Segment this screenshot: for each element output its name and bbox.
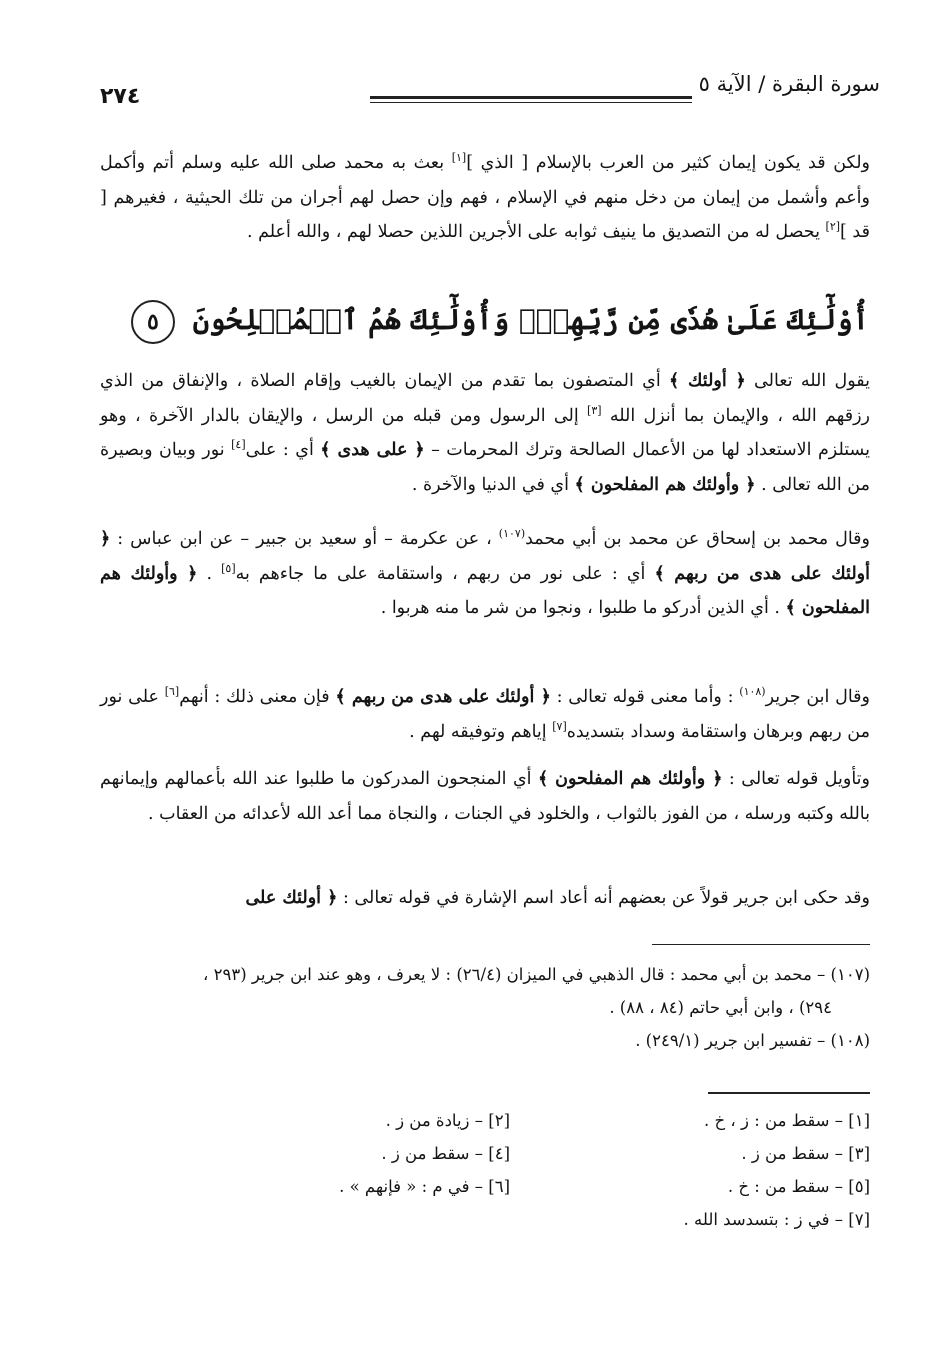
verse-text: أُوْلَٰٓئِكَ عَلَىٰ هُدٗى مِّن رَّبِّهِمۡۖ وَأُوْلَٰٓئِكَ هُمُ ٱلۡمُفۡلِحُونَ	[192, 303, 870, 336]
text-run: إياهم وتوفيقه لهم .	[409, 721, 553, 742]
text-run: وتأويل قوله تعالى :	[722, 769, 871, 789]
variant-note-3: [٣] – سقط من ز .	[741, 1144, 870, 1163]
footnote-107: (١٠٧) – محمد بن أبي محمد : قال الذهبي في الميزان (٢٦/٤) : لا يعرف ، وهو عند ابن جرير (٢٩٣ ،	[203, 965, 870, 984]
variant-ref: [٣]	[587, 403, 602, 417]
paragraph-4	[100, 680, 870, 749]
text-run: يحصل له من التصديق ما ينيف ثوابه على الأجرين اللذين حصلا لهم ، والله أعلم .	[246, 222, 826, 242]
quran-quote: ﴿ أولئك ﴾	[668, 371, 746, 391]
quran-quote: ﴿ وأولئك هم المفلحون ﴾	[574, 474, 756, 495]
text-run: ، عن عكرمة – أو سعيد بن جبير – عن ابن عباس :	[110, 529, 499, 549]
text-run: وقد حكى ابن جرير قولاً عن بعضهم أنه أعاد اسم الإشارة في قوله تعالى :	[337, 888, 870, 908]
header-rule	[370, 96, 692, 99]
text-run: بعث به محمد صلى الله عليه وسلم أتم وأكمل وأعم وأشمل من إيمان من دخل منهم في الإسلام ، فهم وإن حصل لهم أجران من تلك الحيثية ، فغيرهم [ قد ]	[100, 153, 870, 242]
variant-note-6: [٦] – في م : « فإنهم » .	[339, 1177, 510, 1196]
text-run: نور وبيان وبصيرة من الله تعالى .	[100, 440, 870, 495]
footnotes	[100, 958, 870, 1057]
variant-ref: [١]	[451, 151, 467, 165]
variant-ref: [٦]	[164, 685, 180, 699]
variant-note-4: [٤] – سقط من ز .	[381, 1144, 510, 1163]
quran-quote: ﴿ أولئك على هدى من ربهم ﴾	[100, 529, 870, 584]
text-run: وقال ابن جرير	[765, 687, 871, 707]
quran-quote: ﴿ أولئك على	[245, 888, 338, 908]
page-header	[100, 68, 880, 108]
text-run: أي : على	[245, 440, 321, 460]
text-run: فإن معنى ذلك : أنهم	[179, 687, 336, 707]
running-title: سورة البقرة / الآية ٥	[698, 72, 880, 96]
quran-verse	[130, 290, 870, 350]
verse-number-medallion: ٥	[131, 300, 175, 344]
variant-note-7: [٧] – في ز : بتسدسد الله .	[683, 1210, 870, 1229]
footnote-ref: (١٠٧)	[498, 527, 526, 541]
text-run: أي : على نور من ربهم ، واستقامة على ما جاءهم به	[235, 563, 655, 584]
text-run: على نور من ربهم وبرهان واستقامة وسداد بتسديده	[100, 687, 870, 742]
page-number: ٢٧٤	[100, 84, 141, 109]
manuscript-variants	[270, 1104, 870, 1244]
footnotes-rule	[652, 944, 870, 945]
quran-quote: ﴿ أولئك على هدى من ربهم ﴾	[335, 687, 551, 707]
text-run: إلى الرسول ومن قبله من الرسل ، والإيقان بالدار الآخرة ، وهو يستلزم الاستعداد لها من الأعمال الصالحة وترك المحرمات –	[100, 405, 871, 460]
variant-ref: [٥]	[221, 561, 236, 575]
paragraph-1	[100, 146, 870, 250]
quran-quote: ﴿ وأولئك هم المفلحون ﴾	[537, 769, 723, 789]
paragraph-3	[100, 522, 870, 626]
footnote-ref: (١٠٨)	[739, 685, 766, 699]
variant-note-1: [١] – سقط من : ز ، خ .	[704, 1111, 870, 1130]
quran-quote: ﴿ وأولئك هم المفلحون ﴾	[100, 563, 870, 618]
variant-ref: [٧]	[552, 719, 567, 733]
text-run: . أي الذين أدركو ما طلبوا ، ونجوا من شر ما منه هربوا .	[380, 598, 786, 618]
paragraph-6	[100, 881, 870, 916]
text-run: : وأما معنى قوله تعالى :	[550, 687, 740, 707]
text-run: ولكن قد يكون إيمان كثير من العرب بالإسلام [ الذي ]	[466, 153, 870, 173]
text-run: أي المتصفون بما تقدم من الإيمان بالغيب وإقام الصلاة ، والإنفاق من الذي رزقهم الله ، والإيمان بما أنزل الله	[100, 371, 870, 426]
header-rule-thin	[370, 102, 692, 103]
variant-ref: [٤]	[231, 438, 246, 452]
variants-rule	[708, 1092, 870, 1094]
text-run: .	[197, 563, 222, 584]
text-run: يقول الله تعالى	[745, 371, 871, 391]
footnote-107-continued: ٢٩٤) ، وابن أبي حاتم (٨٤ ، ٨٨) .	[609, 998, 832, 1017]
variant-ref: [٢]	[825, 220, 841, 234]
variant-note-2: [٢] – زيادة من ز .	[385, 1111, 510, 1130]
text-run: أي المنجحون المدركون ما طلبوا عند الله بأعمالهم وإيمانهم بالله وكتبه ورسله ، من الفوز بالثواب ، والخلود في الجنات ، والنجاة مما أعد الله لأعدائه من العقاب .	[100, 769, 870, 824]
text-run: وقال محمد بن إسحاق عن محمد بن أبي محمد	[525, 529, 870, 549]
quran-quote: ﴿ على هدى ﴾	[320, 440, 425, 460]
text-run: أي في الدنيا والآخرة .	[411, 474, 575, 495]
paragraph-2	[100, 364, 870, 502]
paragraph-5	[100, 762, 870, 831]
footnote-108: (١٠٨) – تفسير ابن جرير (٢٤٩/١) .	[635, 1031, 870, 1050]
variant-note-5: [٥] – سقط من : خ .	[727, 1177, 870, 1196]
